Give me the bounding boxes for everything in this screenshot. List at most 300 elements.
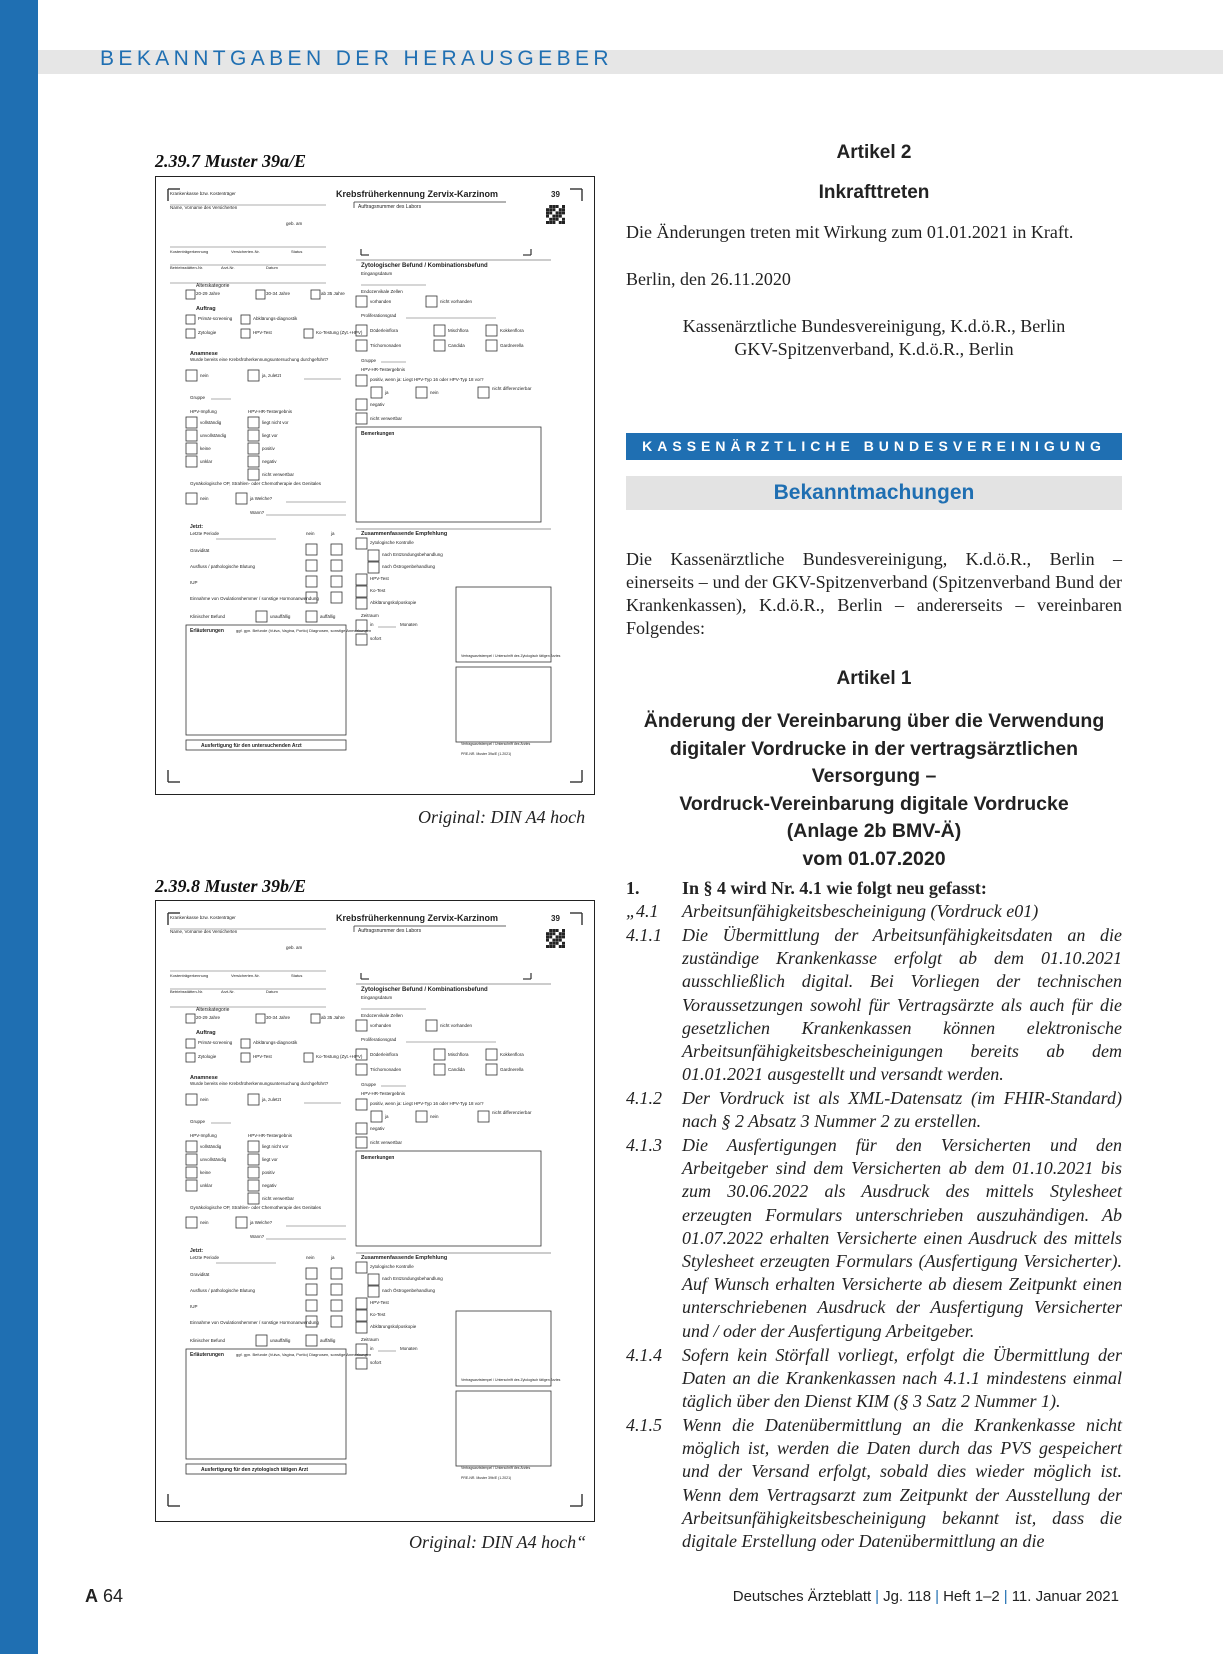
form-box [186, 1217, 197, 1228]
form-text: Wurde bereits eine Krebsfrüherkennungsuntersuchung durchgeführt? [190, 357, 329, 362]
form-text: Gardnerella [500, 1067, 524, 1072]
form-box [186, 456, 197, 467]
form-box [248, 469, 259, 480]
form-text: Gruppe [190, 1119, 206, 1124]
form-text: Krebsfrüherkennung Zervix-Karzinom [336, 189, 499, 199]
form-text: Betriebsstätten-Nr. [170, 989, 204, 994]
form-box [356, 574, 367, 585]
form-box [186, 1053, 195, 1062]
artikel1-title-line: Änderung der Vereinbarung über die Verwendung [643, 710, 1105, 732]
form-text: Ausfertigung für den untersuchenden Arzt [201, 743, 302, 749]
qr-cell [546, 939, 549, 942]
qr-cell [552, 942, 555, 945]
form-text: ja, zuletzt [262, 373, 282, 378]
form-text: Primär-screening [198, 1040, 233, 1045]
qr-cell [552, 945, 555, 948]
form-text: Kostenträgerkennung [170, 249, 209, 254]
journal-date: 11. Januar 2021 [1011, 1588, 1119, 1605]
form-box [426, 1020, 437, 1031]
form-box [486, 1064, 497, 1075]
form-text: Ko-Test [370, 588, 386, 593]
form-box [306, 611, 317, 622]
form-text: Jetzt: [190, 1248, 204, 1254]
qr-cell [546, 208, 549, 211]
form-box [331, 1284, 342, 1295]
form-box [434, 1049, 445, 1060]
form-box [368, 1286, 379, 1297]
form-text: Ko-Test [370, 1312, 386, 1317]
form-text: Auftrag [196, 306, 216, 312]
form-text: Abklärungskolposkopie [370, 1324, 417, 1329]
form-text: nein [200, 1220, 209, 1225]
qr-cell [562, 205, 565, 208]
form-text: liegt nicht vor [262, 420, 289, 425]
qr-cell [556, 929, 559, 932]
form-box [186, 430, 197, 441]
qr-cell [556, 939, 559, 942]
form-box [241, 1053, 250, 1062]
form-text: HPV-Impfung [190, 409, 217, 414]
form-box [241, 315, 250, 324]
qr-cell [546, 211, 549, 214]
effective-date-paragraph: Die Änderungen treten mit Wirkung zum 01.01.2021 in Kraft. [626, 222, 1074, 242]
form-text: Wurde bereits eine Krebsfrüherkennungsuntersuchung durchgeführt? [190, 1081, 329, 1086]
form-text: Ko-Testung (Zyt.+HPV) [316, 1054, 363, 1059]
form-text: Ausfluss / pathologische Blutung [190, 1288, 256, 1293]
form-text: Status [291, 973, 303, 978]
qr-cell [549, 942, 552, 945]
journal-volume: Jg. 118 [883, 1588, 932, 1605]
form-text: Arzt-Nr. [221, 265, 235, 270]
form-text: Gruppe [361, 1082, 377, 1087]
form-box [331, 1300, 342, 1311]
form-text: Abklärungs-diagnostik [253, 316, 298, 321]
form-box [331, 576, 342, 587]
form-box [248, 430, 259, 441]
form-text: nach Entzündungsbehandlung [382, 1276, 443, 1281]
form-text: nicht vorhanden [440, 299, 473, 304]
form-text: unklar [200, 459, 213, 464]
form-box [186, 315, 195, 324]
form-text: geb. am [286, 221, 303, 226]
form-text: ja [385, 1114, 389, 1119]
form-box [186, 290, 195, 299]
qr-cell [562, 932, 565, 935]
form-box [478, 1111, 489, 1122]
form-text: Zeitraum [361, 1337, 379, 1342]
item-4-1-number: „4.1 [626, 901, 659, 921]
form-text: Gynäkologische OP, Strahlen- oder Chemotherapie des Genitales [190, 1205, 321, 1210]
form-text: Proliferationsgrad [361, 313, 397, 318]
qr-cell [559, 221, 562, 224]
form-box [356, 1358, 367, 1369]
form-text: nach Entzündungsbehandlung [382, 552, 443, 557]
form-text: Vertragsarztstempel / Unterschrift des Zytologisch tätigen Arztes [461, 654, 561, 658]
form-text: unauffällig [270, 614, 291, 619]
journal-footer: Deutsches Ärzteblatt | Jg. 118 | Heft 1–2 | 11. Januar 2021 [732, 1588, 1119, 1605]
form-box [256, 290, 265, 299]
form-text: nein [306, 531, 315, 536]
form-text: Arzt-Nr. [221, 989, 235, 994]
item-text: Der Vordruck ist als XML-Datensatz (im FHIR-Standard) nach § 2 Absatz 3 Nummer 2 zu erstellen. [682, 1088, 1122, 1132]
explanations-box [186, 625, 346, 735]
form-text: HPV-HR-Testergebnis [248, 1133, 293, 1138]
form-text: Candida [448, 343, 465, 348]
form-text: positiv, wenn ja: Liegt HPV-Typ 16 oder HPV-Typ 18 vor? [370, 1101, 484, 1106]
form-text: Betriebsstätten-Nr. [170, 265, 204, 270]
journal-name: Deutsches Ärzteblatt [732, 1588, 872, 1605]
form-text: liegt vor [262, 433, 278, 438]
qr-cell [552, 208, 555, 211]
form-text: IUP [190, 1304, 198, 1309]
form-box [356, 538, 367, 549]
qr-cell [549, 218, 552, 221]
qr-cell [556, 205, 559, 208]
form-text: Anamnese [190, 351, 218, 357]
form-text: HPV-Test [370, 1300, 389, 1305]
form-text: vollständig [200, 420, 222, 425]
page-prefix: A [85, 1586, 98, 1606]
form-text: ja Welche? [250, 496, 273, 501]
form-box [186, 1154, 197, 1165]
form-box [186, 1039, 195, 1048]
form-text: Ausfluss / pathologische Blutung [190, 564, 256, 569]
form-text: HPV-Test [253, 1054, 272, 1059]
qr-cell [549, 221, 552, 224]
item-text: Die Übermittlung der Arbeitsunfähigkeitsdaten an die zuständige Krankenkasse erfolgt ab dem 01.10.2021 ausschließlich digital. Bei Vorliegen der technischen Voraussetzungen sowohl für Vertragsärzte als auch für die gesetzlichen Krankenkassen können elektronische Arbeitsunfähigkeitsbescheinigungen bereits ab dem 01.01.2021 ausgestellt und versandt werden. [682, 925, 1122, 1085]
form-text: sofort [370, 1360, 382, 1365]
form-text: Candida [448, 1067, 465, 1072]
form-text: geb. am [286, 945, 303, 950]
form-text: HPV-HR-Testergebnis [361, 367, 406, 372]
form-box [368, 1274, 379, 1285]
form-box [356, 1099, 367, 1110]
form-text: ja [385, 390, 389, 395]
form-text: Einnahme von Ovulationshemmer / sonstige Hormonanwendung [190, 1320, 319, 1325]
form-drawing-39a [156, 177, 594, 794]
form-text: Zytologie [198, 330, 217, 335]
form-text: Monaten [400, 1346, 418, 1351]
form-text: vollständig [200, 1144, 222, 1149]
form-text: in [370, 1346, 374, 1351]
bekanntmachungen-band: Bekanntmachungen [626, 476, 1122, 510]
form-text: nicht verwertbar [370, 416, 403, 421]
form-image-39b [155, 900, 595, 1522]
qr-cell [549, 935, 552, 938]
qr-cell [546, 935, 549, 938]
item-number: 4.1.4 [626, 1345, 662, 1365]
form-text: Letzte Periode [190, 531, 220, 536]
qr-cell [562, 208, 565, 211]
form-text: Abklärungs-diagnostik [253, 1040, 298, 1045]
form-text: Kostenträgerkennung [170, 973, 209, 978]
artikel1-title [626, 708, 1122, 873]
form-text: unklar [200, 1183, 213, 1188]
form-text: Zeitraum [361, 613, 379, 618]
form-text: Alterskategorie [196, 283, 230, 289]
form-text: nicht differenzierbar [492, 1110, 532, 1115]
qr-cell [552, 205, 555, 208]
form-text: unauffällig [270, 1338, 291, 1343]
artikel2-subheading: Inkrafttreten [818, 182, 930, 203]
form-box [486, 325, 497, 336]
form-text: Name, Vorname des Versicherten [170, 929, 238, 934]
form-box [486, 340, 497, 351]
artikel1-title-line: digitaler Vordrucke in der vertragsärztlichen Versorgung – [669, 737, 1079, 787]
form-text: sofort [370, 636, 382, 641]
form-text: Proliferationsgrad [361, 1037, 397, 1042]
form-text: negativ [370, 402, 385, 407]
form-text: Wann? [250, 510, 265, 515]
form-text: positiv [262, 446, 275, 451]
form-box [371, 387, 382, 398]
form-box [186, 1094, 197, 1105]
qr-cell [562, 945, 565, 948]
point-1-text: In § 4 wird Nr. 4.1 wie folgt neu gefasst: [682, 878, 987, 898]
form-box [306, 576, 317, 587]
form-box [304, 1053, 313, 1062]
form-box [356, 399, 367, 410]
qr-cell [562, 211, 565, 214]
side-accent-bar [0, 0, 38, 1654]
form-text: ab 35 Jahre [321, 291, 345, 296]
remarks-box [356, 1151, 541, 1246]
form-box [416, 1111, 427, 1122]
qr-cell [559, 211, 562, 214]
page-header-title: BEKANNTGABEN DER HERAUSGEBER [100, 47, 613, 70]
stamp-box [456, 1391, 551, 1466]
form-box [186, 1141, 197, 1152]
form-text: 30-34 Jahre [266, 291, 291, 296]
qr-cell [549, 205, 552, 208]
caption-39a: Original: DIN A4 hoch [418, 807, 586, 827]
item-number: 4.1.5 [626, 1415, 662, 1435]
qr-cell [546, 945, 549, 948]
form-text: Monaten [400, 622, 418, 627]
form-text: nein [200, 496, 209, 501]
form-box [356, 1310, 367, 1321]
form-text: Anamnese [190, 1075, 218, 1081]
form-text: nein [200, 373, 209, 378]
qr-cell [559, 932, 562, 935]
form-image-39a [155, 176, 595, 795]
form-text: Datum [266, 989, 278, 994]
form-box [248, 1193, 259, 1204]
form-box [248, 1180, 259, 1191]
artikel1-title-line: vom 01.07.2020 [802, 847, 946, 870]
stamp-box [456, 667, 551, 742]
form-box [356, 375, 367, 386]
item-text: Die Ausfertigungen für den Versicherten und den Arbeitgeber sind dem Versicherten ab dem 01.10.2021 bis zum 30.06.2022 als Ausdruck des mittels Stylesheet erzeugten Formulars unterschrieben auszuhändigen. Ab 01.07.2022 erhalten Versicherte einen Ausdruck des mittels Stylesheet erzeugten Formulars (Ausfertigung Versicherter). Auf Wunsch erhalten Versicherte ab diesem Zeitpunkt einen unterschriebenen Ausdruck der Ausfertigung Versicherter und / oder der Ausfertigung Arbeitgeber. [682, 1135, 1122, 1341]
qr-cell [562, 218, 565, 221]
qr-cell [559, 935, 562, 938]
qr-cell [562, 929, 565, 932]
form-box [356, 634, 367, 645]
form-box [356, 340, 367, 351]
form-text: Mischflora [448, 328, 469, 333]
form-text: PRE-NR. Muster 39a/E (1.2021) [461, 752, 512, 756]
form-text: Auftrag [196, 1030, 216, 1036]
form-box [356, 1020, 367, 1031]
form-text: zytologische Kontrolle [370, 1264, 414, 1269]
form-box [186, 493, 197, 504]
form-box [186, 443, 197, 454]
qr-cell [559, 215, 562, 218]
form-text: Mischflora [448, 1052, 469, 1057]
form-box [306, 1335, 317, 1346]
form-text: nach Östrogenbehandlung [382, 1288, 436, 1293]
qr-cell [552, 932, 555, 935]
form-text: Abklärungskolposkopie [370, 600, 417, 605]
form-text: Bemerkungen [361, 431, 395, 437]
qr-cell [552, 929, 555, 932]
point-1-number: 1. [626, 878, 640, 898]
form-text: nein [306, 1255, 315, 1260]
form-text: unvollständig [200, 433, 227, 438]
qr-cell [552, 215, 555, 218]
form-box [356, 1298, 367, 1309]
form-box [368, 562, 379, 573]
qr-cell [546, 932, 549, 935]
form-box [236, 1217, 247, 1228]
artikel2-heading: Artikel 2 [836, 142, 912, 163]
form-text: ggf. gyn. Befunde (Vulva, Vagina, Portio) Diagnosen, sonstige Anmerkungen [236, 628, 372, 633]
form-box [248, 456, 259, 467]
form-text: Versicherten-Nr. [231, 249, 260, 254]
form-text: Erläuterungen [190, 628, 224, 634]
form-box [331, 592, 342, 603]
form-text: Ko-Testung (Zyt.+HPV) [316, 330, 363, 335]
form-box [331, 544, 342, 555]
form-text: in [370, 622, 374, 627]
form-text: Zytologischer Befund / Kombinationsbefund [361, 263, 488, 269]
remarks-box [356, 427, 541, 522]
artikel1-title-line: Vordruck-Vereinbarung digitale Vordrucke [679, 792, 1069, 815]
form-text: Trichomonaden [370, 1067, 402, 1072]
form-text: Name, Vorname des Versicherten [170, 205, 238, 210]
form-text: HPV-Impfung [190, 1133, 217, 1138]
form-text: ja, zuletzt [262, 1097, 282, 1102]
form-text: auffällig [320, 1338, 336, 1343]
artikel1-heading: Artikel 1 [836, 668, 912, 689]
form-text: Gardnerella [500, 343, 524, 348]
form-text: Gruppe [190, 395, 206, 400]
form-text: Jetzt: [190, 524, 204, 530]
form-text: Kokkenflora [500, 1052, 524, 1057]
journal-issue: Heft 1–2 [943, 1588, 1000, 1605]
form-box [371, 1111, 382, 1122]
form-text: Alterskategorie [196, 1007, 230, 1013]
form-text: Zytologie [198, 1054, 217, 1059]
form-box [186, 1167, 197, 1178]
form-text: Auftragsnummer des Labors [358, 204, 422, 210]
artikel1-title-line: (Anlage 2b BMV-Ä) [786, 820, 962, 842]
place-date-paragraph: Berlin, den 26.11.2020 [626, 269, 791, 289]
kbv-section-band: KASSENÄRZTLICHE BUNDESVEREINIGUNG [626, 433, 1122, 460]
form-text: nein [430, 1114, 439, 1119]
form-text: Zytologischer Befund / Kombinationsbefund [361, 987, 488, 993]
qr-cell [556, 935, 559, 938]
form-text: Zusammenfassende Empfehlung [361, 1255, 448, 1261]
form-text: nach Östrogenbehandlung [382, 564, 436, 569]
form-box [241, 1039, 250, 1048]
page-num: 64 [103, 1586, 124, 1606]
form-box [306, 1268, 317, 1279]
form-text: ggf. gyn. Befunde (Vulva, Vagina, Portio) Diagnosen, sonstige Anmerkungen [236, 1352, 372, 1357]
explanations-box [186, 1349, 346, 1459]
form-text: negativ [370, 1126, 385, 1131]
qr-cell [562, 935, 565, 938]
form-box [434, 325, 445, 336]
qr-cell [556, 942, 559, 945]
form-text: nicht vorhanden [440, 1023, 473, 1028]
form-text: nicht verwertbar [262, 472, 295, 477]
form-box [248, 443, 259, 454]
section-title-39a: 2.39.7 Muster 39a/E [155, 151, 307, 171]
form-text: Döderleinflora [370, 1052, 399, 1057]
form-text: Erläuterungen [190, 1352, 224, 1358]
form-text: Krebsfrüherkennung Zervix-Karzinom [336, 913, 499, 923]
form-text: Datum [266, 265, 278, 270]
form-text: 20-29 Jahre [196, 291, 221, 296]
qr-cell [546, 215, 549, 218]
form-text: liegt vor [262, 1157, 278, 1162]
qr-cell [556, 211, 559, 214]
item-number: 4.1.2 [626, 1088, 662, 1108]
form-drawing-39b [156, 901, 594, 1521]
form-text: Bemerkungen [361, 1155, 395, 1161]
item-4-1 [626, 900, 1122, 924]
form-box [356, 1262, 367, 1273]
form-box [186, 1180, 197, 1191]
form-text: Auftragsnummer des Labors [358, 928, 422, 934]
form-box [331, 1316, 342, 1327]
form-box [356, 1322, 367, 1333]
qr-cell [556, 218, 559, 221]
form-text: Vertragsarztstempel / Unterschrift des Zytologisch tätigen Arztes [461, 1378, 561, 1382]
form-text: HPV-HR-Testergebnis [361, 1091, 406, 1096]
section-title-39b: 2.39.8 Muster 39b/E [155, 876, 307, 896]
qr-cell [552, 218, 555, 221]
form-text: 39 [551, 914, 560, 923]
form-text: 30-34 Jahre [266, 1015, 291, 1020]
form-text: unvollständig [200, 1157, 227, 1162]
qr-cell [559, 939, 562, 942]
form-text: nein [430, 390, 439, 395]
form-box [306, 1300, 317, 1311]
form-text: PRE-NR. Muster 39b/E (1.2021) [461, 1476, 512, 1480]
form-text: keine [200, 1170, 211, 1175]
form-box [434, 1064, 445, 1075]
item-text: Wenn die Datenübermittlung an die Krankenkasse nicht möglich ist, werden die Daten durch das PVS gespeichert und der Versand erfolgt, sobald dies wieder möglich ist. Wenn dem Vertragsarzt zum Zeitpunkt der Ausstellung der Arbeitsunfähigkeitsbescheinigung bekannt ist, dass die digitale Erstellung oder Datenübermittlung an die [682, 1415, 1122, 1552]
form-text: ja [331, 1255, 335, 1260]
form-box [356, 1064, 367, 1075]
form-box [356, 586, 367, 597]
qr-cell [549, 211, 552, 214]
form-text: nicht differenzierbar [492, 386, 532, 391]
form-text: Klinischer Befund [190, 1338, 226, 1343]
form-text: Eingangsdatum [361, 995, 393, 1000]
form-box [248, 1154, 259, 1165]
form-text: negativ [262, 459, 277, 464]
form-box [306, 1284, 317, 1295]
form-text: Endozervikale Zellen [361, 289, 403, 294]
form-text: Krankenkasse bzw. Kostenträger [170, 191, 236, 196]
form-text: Gruppe [361, 358, 377, 363]
form-box [304, 329, 313, 338]
qr-cell [549, 208, 552, 211]
form-box [478, 387, 489, 398]
